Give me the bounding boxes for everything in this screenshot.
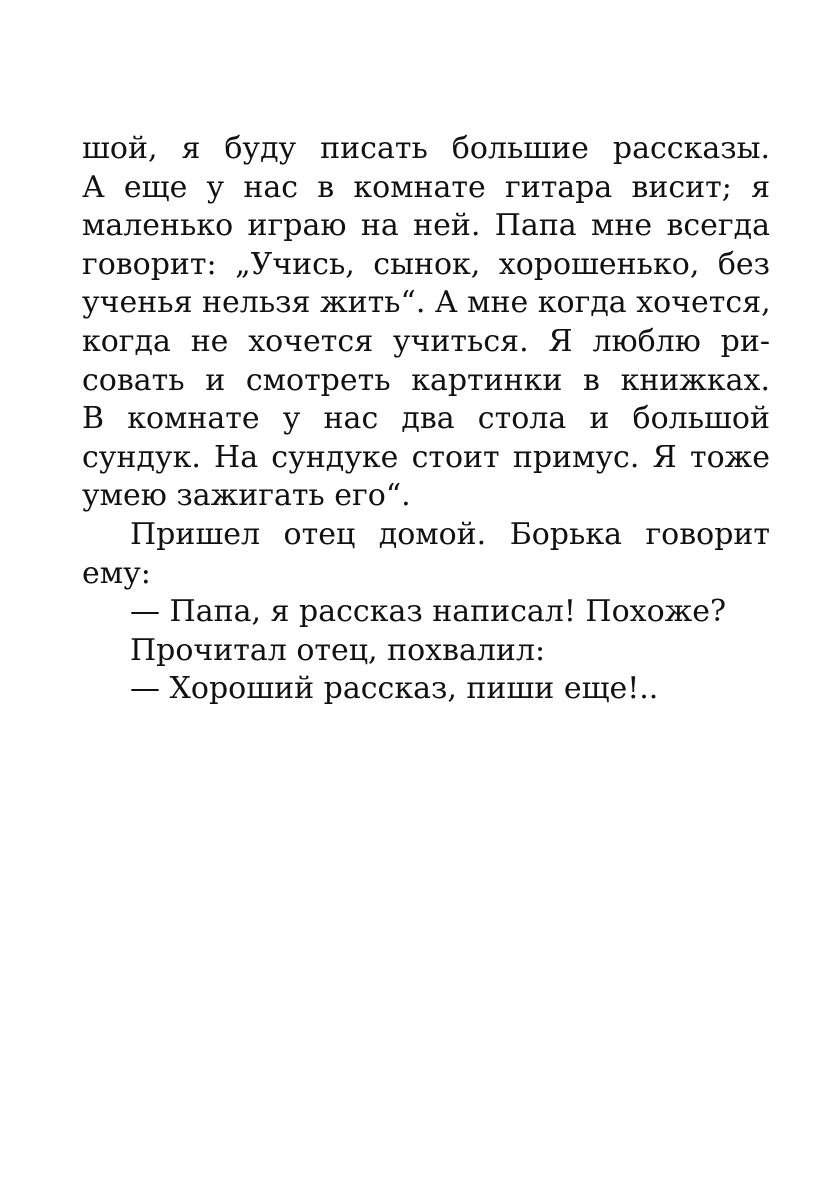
text-line-1: шой, я буду писать большие рассказы. [82, 131, 770, 166]
story-text [82, 130, 770, 709]
text-line-4: говорит: „Учись, сынок, хорошенько, без [82, 246, 770, 282]
text-line-9: сундук. На сундуке стоит примус. Я тоже [82, 439, 770, 475]
text-line-8: В комнате у нас два стола и большой [82, 401, 770, 437]
text-line-6: когда не хочется учиться. Я люблю ри- [82, 323, 770, 359]
text-line-3: маленько играю на ней. Папа мне всегда [82, 208, 770, 244]
text-line-12: ему: [82, 555, 151, 591]
text-line-11: Пришел отец домой. Борька говорит [130, 516, 770, 552]
text-line-7: совать и смотреть картинки в книжках. [82, 362, 770, 398]
dialogue-line-2: — Хороший рассказ, пиши еще!.. [130, 671, 659, 707]
text-line-10: умею зажигать его“. [82, 478, 411, 514]
text-line-14: Прочитал отец, похвалил: [130, 632, 546, 668]
text-line-5: ученья нельзя жить“. А мне когда хочется, [82, 285, 771, 321]
dialogue-line-1: — Папа, я рассказ написал! Похоже? [130, 594, 727, 630]
text-line-2: А еще у нас в комнате гитара висит; я [82, 169, 770, 205]
